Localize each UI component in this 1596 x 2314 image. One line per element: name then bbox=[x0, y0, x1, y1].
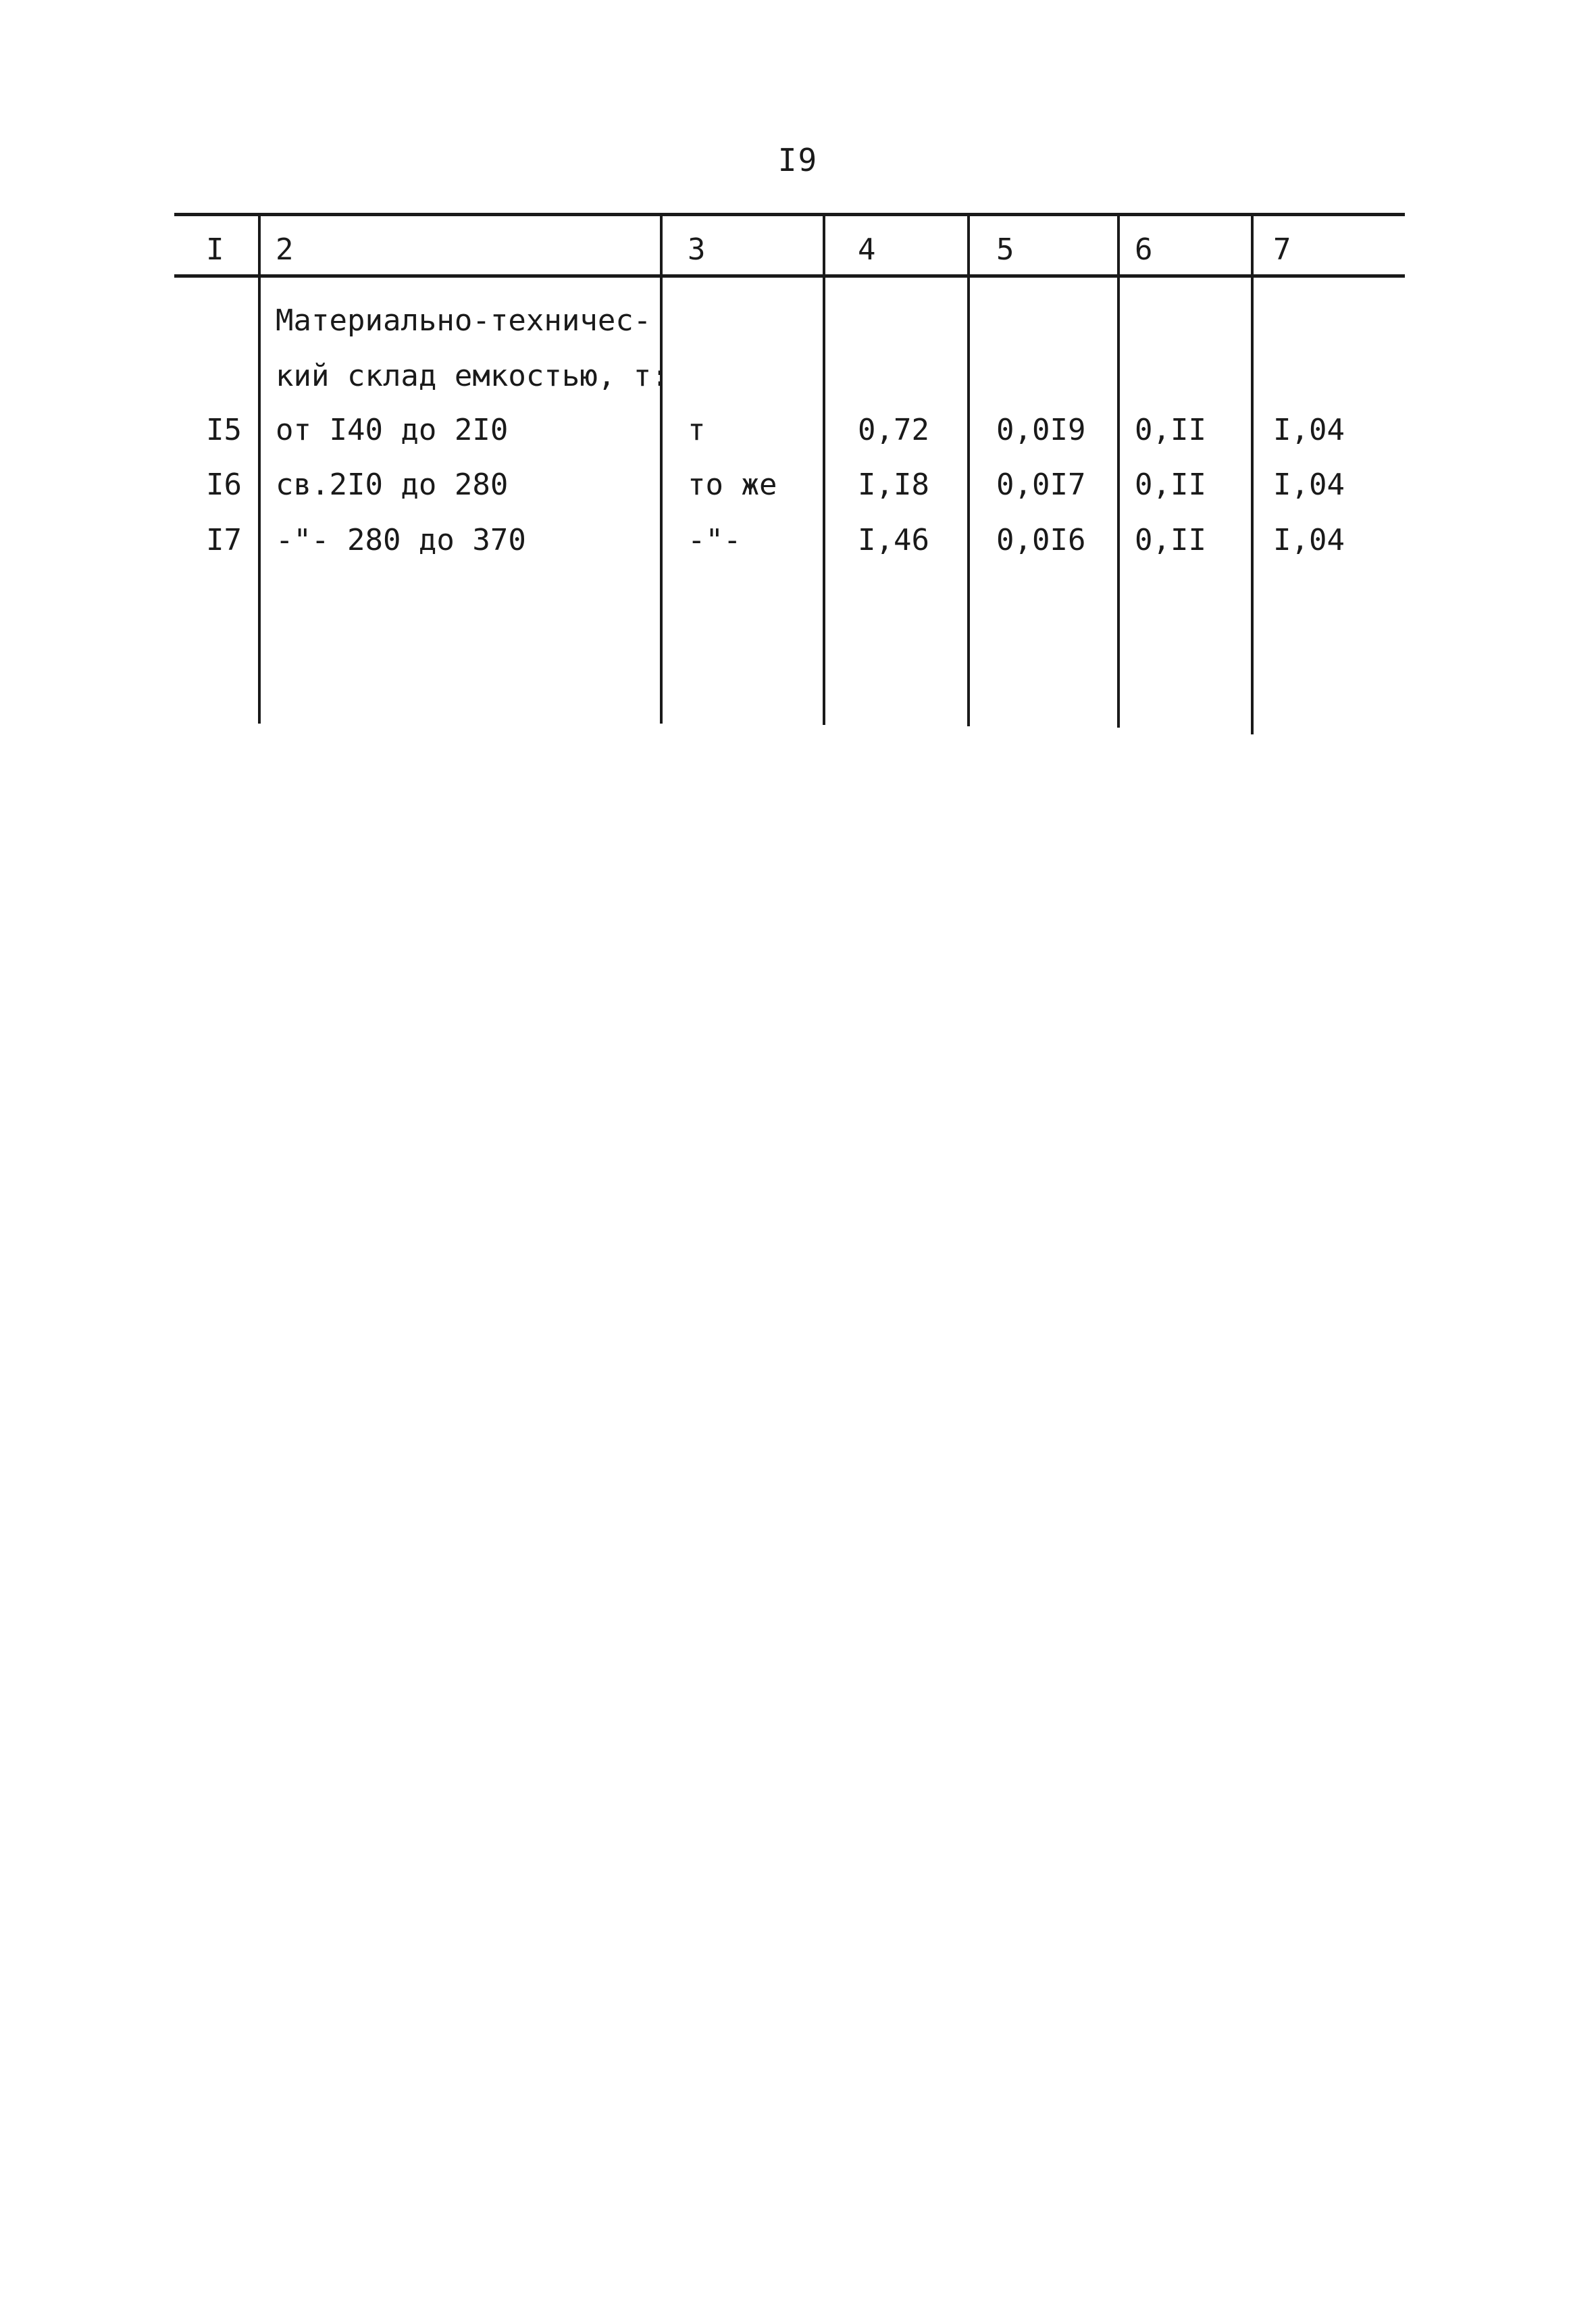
row-value-6: 0,II bbox=[1135, 523, 1206, 557]
row-name: от I40 до 2I0 bbox=[276, 413, 509, 447]
row-unit: -"- bbox=[688, 523, 742, 557]
row-unit: т bbox=[688, 413, 706, 447]
row-unit: то же bbox=[688, 468, 777, 502]
row-value-4: 0,72 bbox=[858, 413, 929, 447]
row-value-6: 0,II bbox=[1135, 468, 1206, 502]
page-number: I9 bbox=[777, 142, 819, 178]
row-number: I6 bbox=[206, 468, 242, 502]
row-value-4: I,46 bbox=[858, 523, 929, 557]
header-cell-3: 3 bbox=[688, 232, 706, 267]
row-value-5: 0,0I9 bbox=[996, 413, 1086, 447]
header-cell-7: 7 bbox=[1273, 232, 1291, 267]
header-cell-5: 5 bbox=[996, 232, 1014, 267]
row-value-5: 0,0I7 bbox=[996, 468, 1086, 502]
table-top-rule bbox=[174, 213, 1405, 216]
column-divider-4 bbox=[967, 213, 970, 726]
column-divider-5 bbox=[1117, 213, 1120, 728]
row-name: -"- 280 до 370 bbox=[276, 523, 526, 557]
row-value-6: 0,II bbox=[1135, 413, 1206, 447]
header-cell-2: 2 bbox=[276, 232, 294, 267]
header-cell-4: 4 bbox=[858, 232, 876, 267]
row-name: св.2I0 до 280 bbox=[276, 468, 509, 502]
section-title-line-1: Материально-техничес- bbox=[276, 303, 652, 338]
header-bottom-rule bbox=[174, 274, 1405, 278]
column-divider-6 bbox=[1251, 213, 1254, 734]
column-divider-3 bbox=[823, 213, 825, 725]
header-cell-1: I bbox=[206, 232, 224, 267]
row-value-7: I,04 bbox=[1273, 523, 1345, 557]
row-value-4: I,I8 bbox=[858, 468, 929, 502]
row-value-7: I,04 bbox=[1273, 468, 1345, 502]
row-number: I5 bbox=[206, 413, 242, 447]
column-divider-1 bbox=[258, 213, 261, 724]
header-cell-6: 6 bbox=[1135, 232, 1153, 267]
row-number: I7 bbox=[206, 523, 242, 557]
section-title-line-2: кий склад емкостью, т: bbox=[276, 359, 669, 393]
column-divider-2 bbox=[660, 213, 663, 724]
row-value-7: I,04 bbox=[1273, 413, 1345, 447]
row-value-5: 0,0I6 bbox=[996, 523, 1086, 557]
